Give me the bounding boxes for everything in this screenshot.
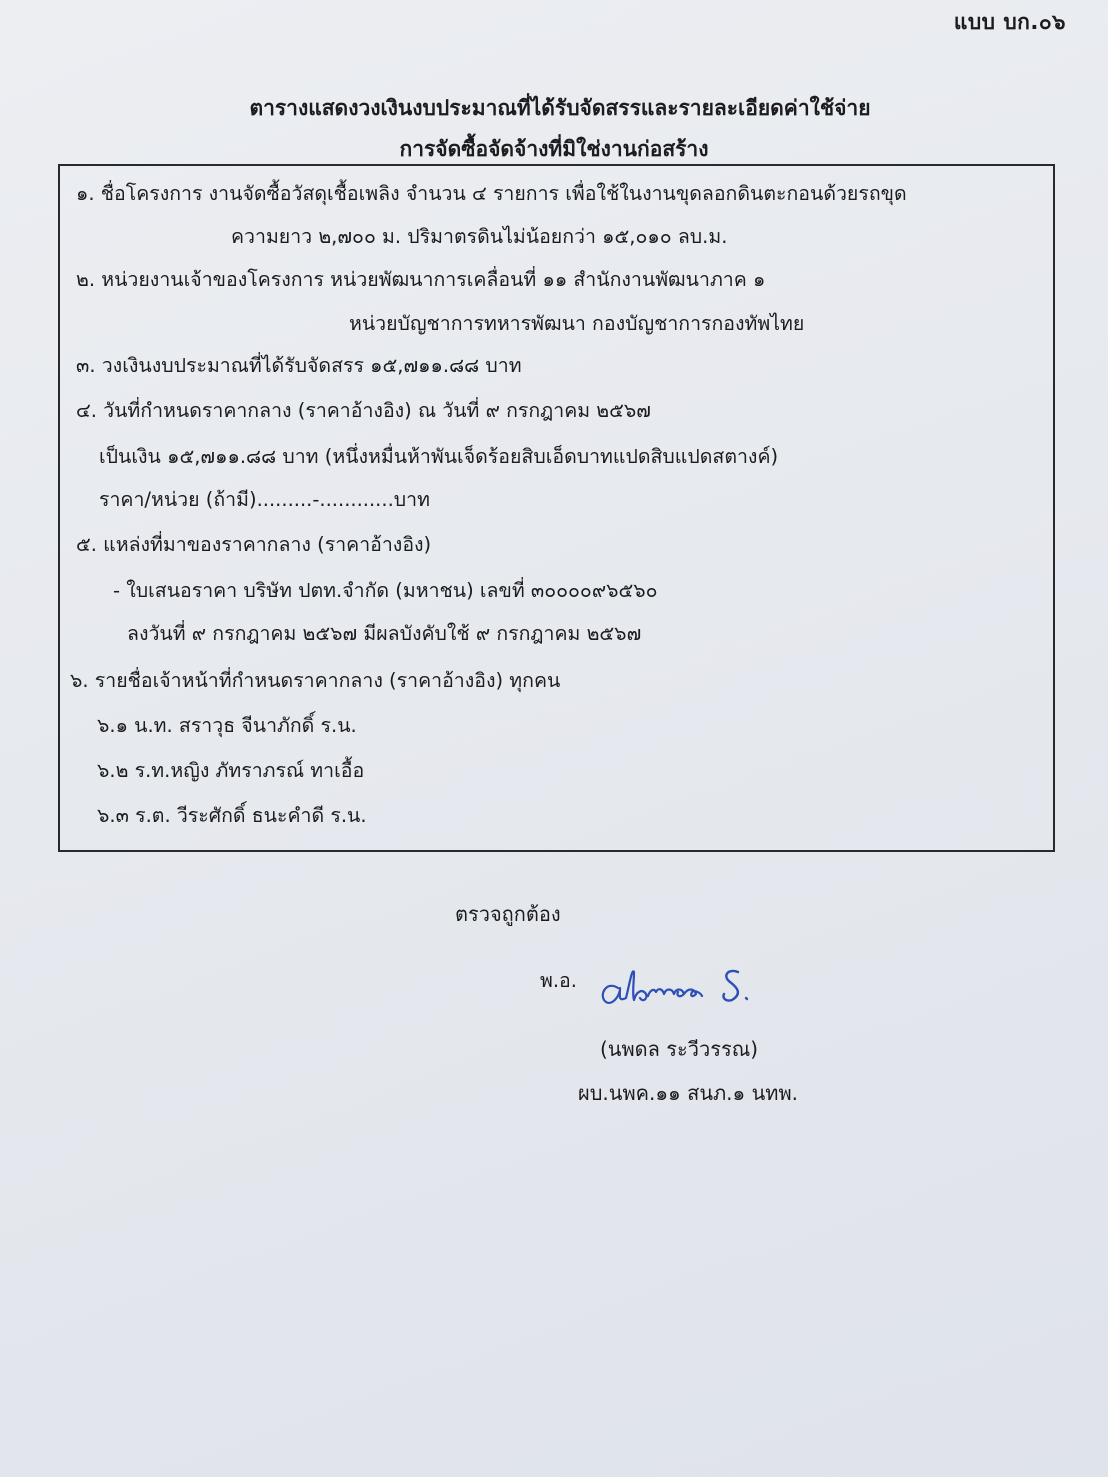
signer-position: ผบ.นพค.๑๑ สนภ.๑ นทพ. bbox=[578, 1081, 798, 1105]
item-6-officers-heading: ๖. รายชื่อเจ้าหน้าที่กำหนดราคากลาง (ราคาอ้างอิง) ทุกคน bbox=[70, 669, 561, 692]
item-6-officer-1: ๖.๑ น.ท. สราวุธ จีนาภักดิ์ ร.น. bbox=[97, 714, 357, 737]
signer-name: (นพดล ระวีวรรณ) bbox=[600, 1037, 759, 1061]
verification-label: ตรวจถูกต้อง bbox=[455, 902, 561, 926]
item-5-quotation-dates: ลงวันที่ ๙ กรกฎาคม ๒๕๖๗ มีผลบังคับใช้ ๙ กรกฎาคม ๒๕๖๗ bbox=[127, 622, 642, 645]
document-title-line-2: การจัดซื้อจัดจ้างที่มิใช่งานก่อสร้าง bbox=[399, 137, 709, 161]
item-6-officer-3: ๖.๓ ร.ต. วีระศักดิ์ ธนะคำดี ร.น. bbox=[97, 804, 367, 827]
item-4-amount: เป็นเงิน ๑๕,๗๑๑.๘๘ บาท (หนึ่งหมื่นห้าพันเจ็ดร้อยสิบเอ็ดบาทแปดสิบแปดสตางค์) bbox=[99, 445, 779, 468]
item-6-officer-2: ๖.๒ ร.ท.หญิง ภัทราภรณ์ ทาเอื้อ bbox=[97, 759, 365, 782]
item-5-price-source: ๕. แหล่งที่มาของราคากลาง (ราคาอ้างอิง) bbox=[76, 533, 432, 556]
item-3-budget: ๓. วงเงินงบประมาณที่ได้รับจัดสรร ๑๕,๗๑๑.๘๘ บาท bbox=[76, 354, 522, 377]
handwritten-signature bbox=[596, 958, 766, 1014]
item-1-project-detail: ความยาว ๒,๗๐๐ ม. ปริมาตรดินไม่น้อยกว่า ๑๕,๐๑๐ ลบ.ม. bbox=[231, 225, 728, 248]
form-code: แบบ บก.๐๖ bbox=[953, 10, 1066, 34]
signer-rank: พ.อ. bbox=[540, 969, 577, 992]
item-5-quotation: - ใบเสนอราคา บริษัท ปตท.จำกัด (มหาชน) เลขที่ ๓๐๐๐๐๙๖๕๖๐ bbox=[113, 579, 658, 602]
document-title-line-1: ตารางแสดงวงเงินงบประมาณที่ได้รับจัดสรรและรายละเอียดค่าใช้จ่าย bbox=[249, 96, 871, 120]
item-2-owner-unit: ๒. หน่วยงานเจ้าของโครงการ หน่วยพัฒนาการเคลื่อนที่ ๑๑ สำนักงานพัฒนาภาค ๑ bbox=[76, 268, 766, 291]
item-4-reference-date: ๔. วันที่กำหนดราคากลาง (ราคาอ้างอิง) ณ วันที่ ๙ กรกฎาคม ๒๕๖๗ bbox=[76, 399, 651, 422]
item-2-owner-command: หน่วยบัญชาการทหารพัฒนา กองบัญชาการกองทัพไทย bbox=[349, 312, 805, 335]
item-1-project-name: ๑. ชื่อโครงการ งานจัดซื้อวัสดุเชื้อเพลิง จำนวน ๔ รายการ เพื่อใช้ในงานขุดลอกดินตะกอนด้วยรถขุด bbox=[76, 182, 907, 205]
item-4-unit-price: ราคา/หน่วย (ถ้ามี).........-............บาท bbox=[99, 488, 430, 511]
